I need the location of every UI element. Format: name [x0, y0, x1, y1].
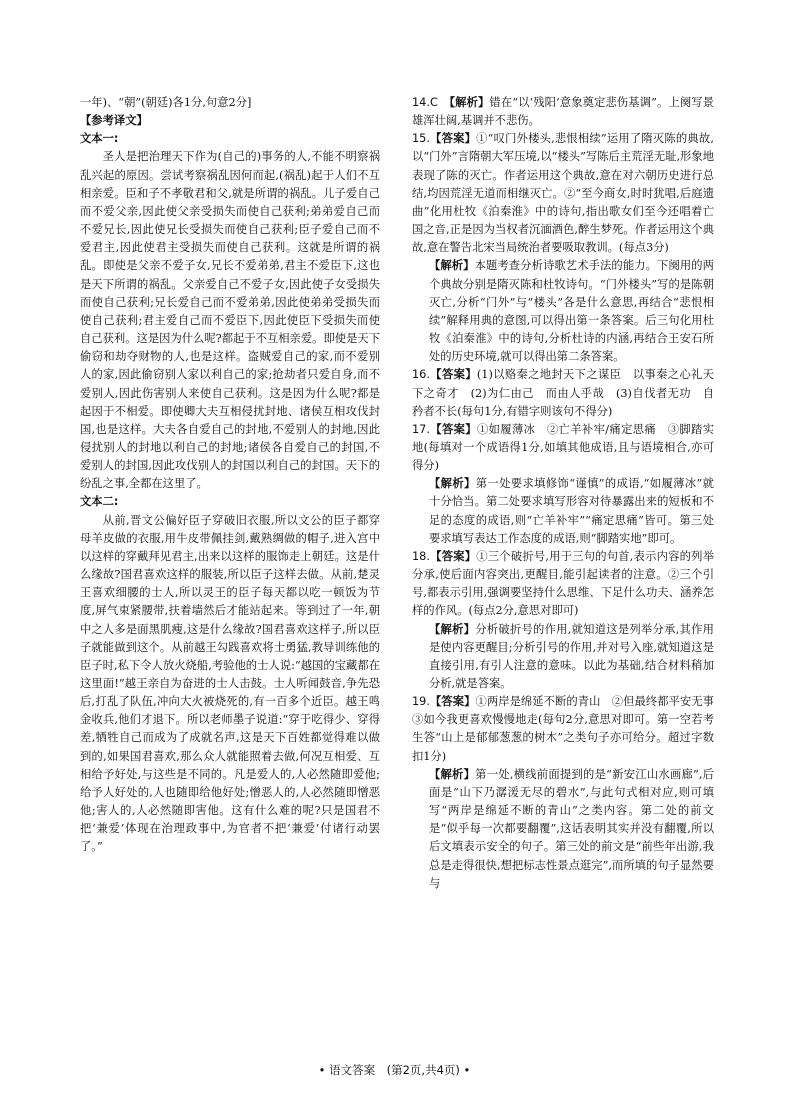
answer-item: [412, 94, 714, 130]
question-number: 16.: [412, 368, 430, 382]
text-two-label: 文本二:: [80, 495, 119, 509]
analysis-item: [412, 766, 714, 893]
item-text: 第一处要求填修饰“谨慎”的成语,“如履薄冰”就十分恰当。第二处要求填写形容对待暴露出来的短板和不足的态度的成语,则“亡羊补牢”“痛定思痛”皆可。第三处要求填写表达工作态度的成语,则“脚踏实地”即可。: [428, 477, 714, 545]
answer-item: [412, 366, 714, 420]
answer-item: [412, 421, 714, 475]
answer-item: [412, 548, 714, 621]
question-number: 17.: [412, 422, 430, 436]
left-column: [80, 94, 380, 857]
analysis-item: [412, 475, 714, 548]
question-number: 15.: [412, 132, 430, 146]
item-tag: 【解析】: [428, 767, 476, 781]
analysis-item: [412, 257, 714, 366]
continuation-text: 一年)、“朝”(朝廷)各1分,句意2分]: [80, 96, 252, 109]
item-tag: 【答案】: [429, 368, 477, 382]
page-footer: • 语文答案 (第2页,共4页) •: [318, 1063, 471, 1077]
question-number: 14.C: [412, 96, 438, 109]
item-tag: 【解析】: [428, 259, 475, 273]
item-text: 分析破折号的作用,就知道这是列举分承,其作用是使内容更醒目;分析引号的作用,并对号入座,就知道这是直接引用,有引人注意的意味。以此为基础,结合材料稍加分析,就是答案。: [428, 622, 714, 690]
item-text: ①两岸是绵延不断的青山 ②但最终都平安无事 ③如今我更喜欢慢慢地走(每句2分,意思对即可。第一空若考生答“山上是郁郁葱葱的树木”之类句子亦可给分。超过字数扣1分): [412, 695, 726, 763]
item-tag: 【解析】: [428, 622, 476, 636]
item-text: 第一处,横线前面提到的是“新安江山水画廊”,后面是“山下乃潺湲无尽的碧水”,与此句式相对应,则可填写“两岸是绵延不断的青山”之类内容。第二处的前文是“似乎每一次都要翻覆”,这话表明其实并没有翻覆,所以后文填表示安全的句子。第三处的前文是“前些年出游,我总是走得很快,想把标志性景点逛完”,而所填的句子显然要与: [428, 767, 714, 890]
item-text: ①“叹门外楼头,悲恨相续”运用了隋灭陈的典故,以“门外”言隋朝大军压境,以“楼头”写陈后主荒淫无耻,形象地表现了陈的灭亡。作者运用这个典故,意在对六朝历史进行总结,均因荒淫无道而相继灭亡。②“至今商女,时时犹唱,后庭遗曲”化用杜牧《泊秦淮》中的诗句,指出歌女们至今还唱着亡国之音,正是因为当权者沉湎酒色,醉生梦死。作者运用这个典故,意在警告北宋当局统治者要吸取教训。(每点3分): [412, 132, 714, 255]
text-two-paragraph: 从前,晋文公偏好臣子穿破旧衣服,所以文公的臣子都穿母羊皮做的衣服,用牛皮带佩挂剑,戴熟绸做的帽子,进入宫中以这样的穿戴拜见君主,出来以这样的服饰走上朝廷。这是什么缘故?国君喜欢这样的服装,所以臣子这样去做。从前,楚灵王喜欢细腰的士人,所以灵王的臣子每天都以吃一顿饭为节度,屏气束紧腰带,扶着墙然后才能站起来。等到过了一年,朝中之人多是面黑肌瘦,这是什么缘故?国君喜欢这样子,所以臣子就能做到这个。从前越王勾践喜欢将士勇猛,教导训练他的臣子时,私下令人放火烧船,考验他的士人说:“越国的宝藏都在这里面!”越王亲自为奋进的士人击鼓。士人听闻鼓音,争先恐后,打乱了队伍,冲向大火被烧死的,有一百多个近臣。越王鸣金收兵,他们才退下。所以老师墨子说道:“穿于吃得少、穿得差,牺牲自己而成为了成就名声,这是天下百姓都觉得难以做到的,如果国君喜欢,那么众人就能照着去做,何况互相爱、互相给予好处,与这些是不同的。凡是爱人的,人必然随即爱他;给予人好处的,人也随即给他好处;憎恶人的,人必然随即憎恶他;害人的,人必然随即害他。这有什么难的呢?只是国君不把‘兼爱’体现在治理政事中,为官者不把‘兼爱’付诸行动罢了。”: [80, 513, 380, 854]
item-text: 错在“以‘残阳’意象奠定悲伤基调”。上阕写景雄浑壮阔,基调并不悲伤。: [412, 96, 714, 128]
question-number: 18.: [412, 549, 430, 563]
item-tag: 【答案】: [429, 549, 477, 563]
item-tag: 【解析】: [449, 96, 490, 109]
right-column: [412, 94, 726, 893]
item-text: ①如履薄冰 ②亡羊补牢/痛定思痛 ③脚踏实地(每填对一个成语得1分,如填其他成语,且与语境相合,亦可得分): [412, 422, 714, 473]
answer-item: [412, 130, 714, 257]
reference-translation-heading: 【参考译文】: [80, 114, 148, 128]
analysis-item: [412, 621, 714, 694]
item-text: 本题考查分析诗歌艺术手法的能力。下阕用的两个典故分别是隋灭陈和杜牧诗句。“门外楼头”写的是陈朝灭亡,分析“门外”与“楼头”各是什么意思,再结合“悲恨相续”解释用典的意图,可以得出第一条答案。后三句化用杜牧《泊秦淮》中的诗句,分析杜诗的内涵,再结合王安石所处的历史环境,就可以得出第二条答案。: [428, 259, 714, 364]
text-one-paragraph: 圣人是把治理天下作为(自己的)事务的人,不能不明察祸乱兴起的原因。尝试考察祸乱因何而起,(祸乱)起于人们不互相亲爱。臣和子不孝敬君和父,就是所谓的祸乱。儿子爱自己而不爱父亲,因此使父亲受损失而使自己获利;弟弟爱自己而不爱兄长,因此使兄长受损失而使自己获利;臣子爱自己而不爱君主,因此使君主受损失而使自己获利。这就是所谓的祸乱。即使是父亲不爱子女,兄长不爱弟弟,君主不爱臣下,这也是天下所谓的祸乱。父亲爱自己不爱子女,因此使子女受损失而使自己获利;兄长爱自己而不爱弟弟,因此使弟弟受损失而使自己获利;君主爱自己而不爱臣下,因此使臣下受损失而使自己获利。这是因为什么呢?都起于不互相亲爱。即使是天下偷窃和劫夺财物的人,也是这样。盗贼爱自己的家,而不爱别人的家,因此偷窃别人家以利自己的家;抢劫者只爱自身,而不爱别人,因此伤害别人来使自己获利。这是因为什么呢?都是起因于不相爱。即使卿大夫互相侵扰封地、诸侯互相攻伐封国,也是这样。大夫各自爱自己的封地,不爱别人的封地,因此侵扰别人的封地以利自己的封地;诸侯各自爱自己的封国,不爱别人的封国,因此攻伐别人的封国以利自己的封国。天下的纷乱之事,全都在这里了。: [80, 150, 380, 491]
answer-item: [412, 693, 726, 766]
item-tag: 【答案】: [429, 422, 477, 436]
item-tag: 【答案】: [429, 132, 477, 146]
item-text: ①三个破折号,用于三句的句首,表示内容的列举分承,使后面内容突出,更醒目,能引起读者的注意。②三个引号,都表示引用,强调要坚持什么思维、下足什么功夫、涵养怎样的作风。(每点2分,意思对即可): [412, 549, 714, 618]
question-number: 19.: [412, 695, 430, 709]
item-tag: 【答案】: [429, 695, 476, 709]
item-tag: 【解析】: [428, 477, 476, 491]
text-one-label: 文本一:: [80, 132, 119, 146]
item-text: (1)以赂秦之地封天下之谋臣 以事秦之心礼天下之奇才 (2)为仁由己 而由人乎哉 (3)自伐者无功 自矜者不长(每句1分,有错字则该句不得分): [412, 368, 714, 418]
